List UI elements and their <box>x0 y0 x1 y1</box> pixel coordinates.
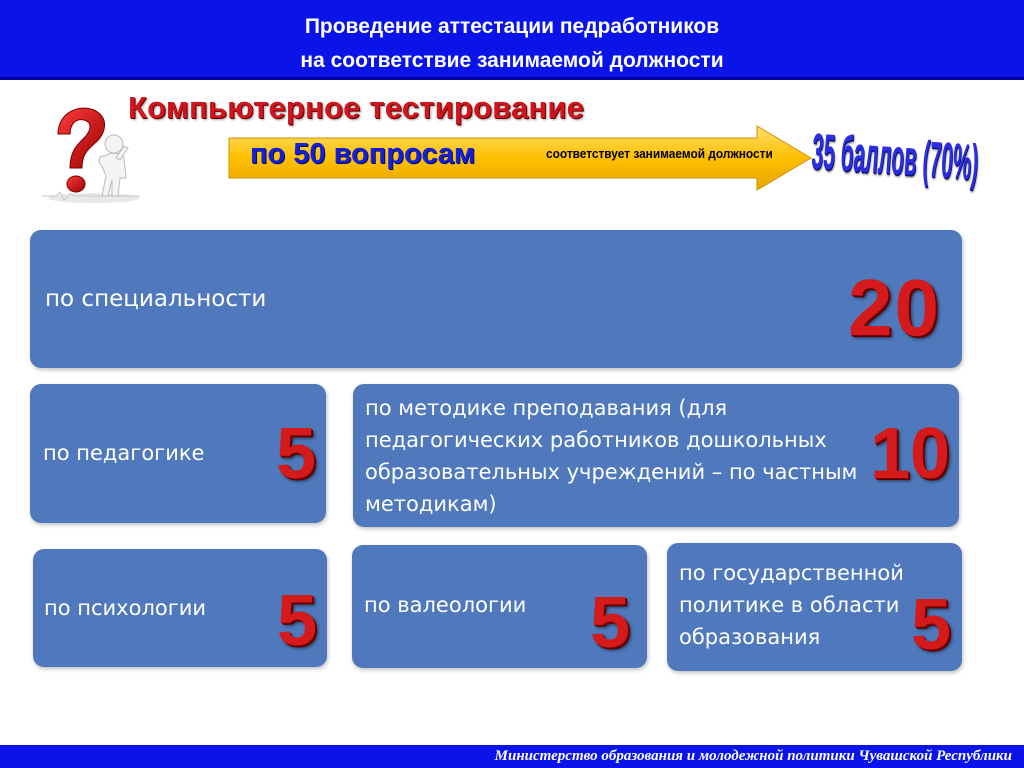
questions-count: по 50 вопросам <box>250 138 476 170</box>
card-methodology <box>353 384 959 527</box>
header-title-line-2: на соответствие занимаемой должности <box>300 49 724 72</box>
card-specialty <box>30 230 962 368</box>
card-label: по методике преподавания (для педагогических работников дошкольных образовательных учреждений – по частным методикам) <box>365 396 858 516</box>
footer-banner <box>0 745 1024 768</box>
footer-text: Министерство образования и молодежной политики Чувашской Республики <box>494 748 1012 764</box>
card-label: по специальности <box>45 286 267 312</box>
header-banner <box>0 0 1024 80</box>
card-pedagogy <box>30 384 326 523</box>
card-valeology <box>352 545 647 668</box>
card-value: 5 <box>911 585 952 665</box>
card-psychology <box>33 549 327 667</box>
passing-score: 35 баллов (70%) <box>809 122 981 191</box>
card-value: 5 <box>590 583 631 663</box>
card-state-policy <box>667 543 962 671</box>
card-label: по психологии <box>44 596 207 620</box>
card-value: 5 <box>276 414 317 494</box>
card-value: 20 <box>848 263 941 352</box>
card-value: 5 <box>277 581 318 661</box>
testing-title: Компьютерное тестирование <box>128 90 585 125</box>
card-label: по педагогике <box>43 441 205 465</box>
arrow-note: соответствует занимаемой должности <box>546 147 773 161</box>
card-label: по государственной политике в области образования <box>679 561 904 649</box>
card-value: 10 <box>870 414 951 494</box>
header-title-line-1: Проведение аттестации педработников <box>304 15 720 38</box>
card-label: по валеологии <box>364 593 527 617</box>
